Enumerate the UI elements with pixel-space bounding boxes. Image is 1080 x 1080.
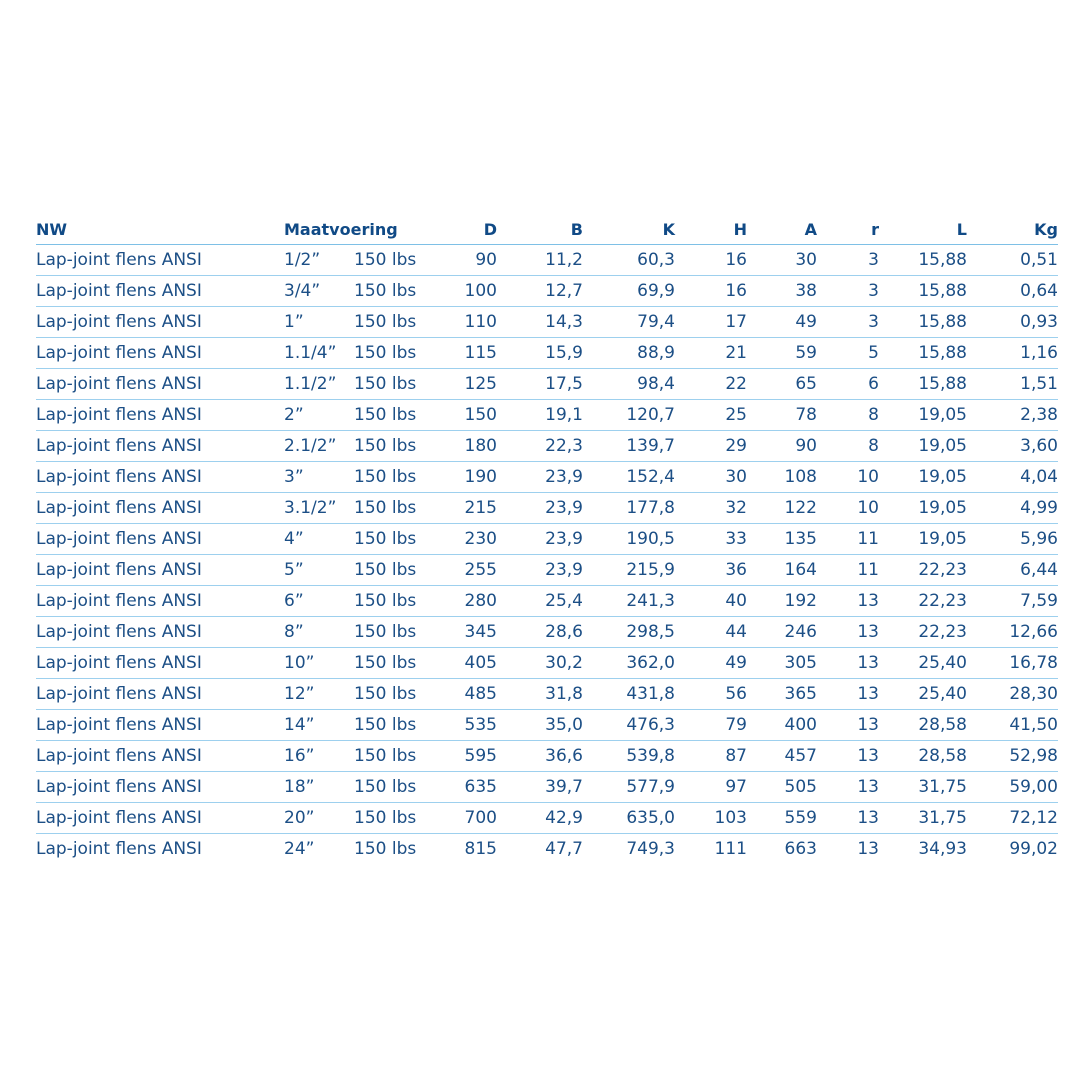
cell-kg: 3,60 xyxy=(967,431,1058,462)
cell-name: Lap-joint flens ANSI xyxy=(36,617,284,648)
table-row xyxy=(36,431,1058,462)
cell-kg: 1,16 xyxy=(967,338,1058,369)
flange-spec-table xyxy=(36,214,1058,864)
cell-k: 431,8 xyxy=(583,679,675,710)
cell-size: 5” xyxy=(284,555,354,586)
cell-a: 30 xyxy=(747,245,817,276)
cell-b: 25,4 xyxy=(497,586,583,617)
cell-kg: 99,02 xyxy=(1009,838,1058,859)
cell-size: 16” xyxy=(284,741,354,772)
cell-k: 152,4 xyxy=(583,462,675,493)
cell-name: Lap-joint flens ANSI xyxy=(36,307,284,338)
cell-b: 15,9 xyxy=(497,338,583,369)
cell-l: 15,88 xyxy=(879,245,967,276)
cell-size: 1.1/2” xyxy=(284,369,354,400)
cell-pressure-class: 150 lbs xyxy=(354,838,417,859)
cell-b: 12,7 xyxy=(497,276,583,307)
cell-size: 3.1/2” xyxy=(284,493,354,524)
cell-a: 78 xyxy=(747,400,817,431)
cell-size: 20” xyxy=(284,803,354,834)
cell-a: 400 xyxy=(747,710,817,741)
cell-size: 3/4” xyxy=(284,276,354,307)
cell-size: 1” xyxy=(284,307,354,338)
table-row xyxy=(36,710,1058,741)
cell-a: 192 xyxy=(747,586,817,617)
cell-h: 49 xyxy=(675,648,747,679)
cell-l: 22,23 xyxy=(879,586,967,617)
cell-d: 115 xyxy=(418,338,497,369)
table-row xyxy=(36,834,1058,865)
cell-pressure-class: 150 lbs xyxy=(354,276,418,307)
cell-d: 635 xyxy=(418,772,497,803)
cell-kg: 72,12 xyxy=(967,803,1058,834)
cell-k: 635,0 xyxy=(583,803,675,834)
table-row xyxy=(36,803,1058,834)
header-kg: Kg xyxy=(967,214,1058,245)
cell-d: 215 xyxy=(418,493,497,524)
cell-k: 577,9 xyxy=(583,772,675,803)
cell-pressure-class: 150 lbs xyxy=(354,741,418,772)
cell-r: 3 xyxy=(817,276,879,307)
cell-h: 33 xyxy=(675,524,747,555)
cell-r: 13 xyxy=(817,679,879,710)
cell-l: 28,58 xyxy=(879,741,967,772)
cell-pressure-class: 150 lbs xyxy=(354,679,418,710)
cell-size: 12” xyxy=(284,679,354,710)
cell-b: 47,7 xyxy=(545,838,583,859)
cell-kg: 52,98 xyxy=(967,741,1058,772)
cell-b: 23,9 xyxy=(497,555,583,586)
cell-kg: 0,93 xyxy=(967,307,1058,338)
cell-pressure-class: 150 lbs xyxy=(354,586,418,617)
table-row xyxy=(36,772,1058,803)
cell-pressure-class: 150 lbs xyxy=(354,307,418,338)
cell-kg: 41,50 xyxy=(967,710,1058,741)
cell-r: 13 xyxy=(817,617,879,648)
cell-a: 90 xyxy=(747,431,817,462)
cell-name: Lap-joint flens ANSI xyxy=(36,276,284,307)
cell-r: 10 xyxy=(817,462,879,493)
cell-name: Lap-joint flens ANSI xyxy=(36,555,284,586)
cell-r: 13 xyxy=(817,741,879,772)
cell-a: 122 xyxy=(747,493,817,524)
cell-a: 457 xyxy=(747,741,817,772)
cell-a: 49 xyxy=(747,307,817,338)
cell-k: 60,3 xyxy=(583,245,675,276)
cell-d: 535 xyxy=(418,710,497,741)
cell-h: 79 xyxy=(675,710,747,741)
table-row xyxy=(36,245,1058,276)
cell-h: 22 xyxy=(675,369,747,400)
cell-pressure-class: 150 lbs xyxy=(354,772,418,803)
cell-name: Lap-joint flens ANSI xyxy=(36,400,284,431)
cell-b: 23,9 xyxy=(497,493,583,524)
cell-k: 476,3 xyxy=(583,710,675,741)
cell-b: 23,9 xyxy=(497,462,583,493)
cell-a: 164 xyxy=(747,555,817,586)
cell-d: 255 xyxy=(418,555,497,586)
cell-name: Lap-joint flens ANSI xyxy=(36,338,284,369)
cell-b: 22,3 xyxy=(497,431,583,462)
cell-size: 1/2” xyxy=(284,245,354,276)
cell-name: Lap-joint flens ANSI xyxy=(36,245,284,276)
cell-k: 215,9 xyxy=(583,555,675,586)
cell-pressure-class: 150 lbs xyxy=(354,555,418,586)
cell-k: 69,9 xyxy=(583,276,675,307)
cell-r: 13 xyxy=(817,772,879,803)
cell-k: 749,3 xyxy=(626,838,675,859)
cell-pressure-class: 150 lbs xyxy=(354,617,418,648)
cell-b: 11,2 xyxy=(497,245,583,276)
cell-l: 31,75 xyxy=(879,772,967,803)
cell-b: 17,5 xyxy=(497,369,583,400)
cell-d: 815 xyxy=(464,838,497,859)
cell-h: 29 xyxy=(675,431,747,462)
cell-d: 100 xyxy=(418,276,497,307)
cell-r: 13 xyxy=(817,648,879,679)
cell-h: 16 xyxy=(675,276,747,307)
cell-l: 15,88 xyxy=(879,338,967,369)
cell-name: Lap-joint flens ANSI xyxy=(36,679,284,710)
cell-name: Lap-joint flens ANSI xyxy=(36,648,284,679)
cell-size: 8” xyxy=(284,617,354,648)
cell-r: 13 xyxy=(857,838,879,859)
cell-l: 22,23 xyxy=(879,555,967,586)
cell-h: 32 xyxy=(675,493,747,524)
table-row xyxy=(36,617,1058,648)
cell-r: 5 xyxy=(817,338,879,369)
cell-h: 103 xyxy=(675,803,747,834)
cell-l: 19,05 xyxy=(879,524,967,555)
cell-name: Lap-joint flens ANSI xyxy=(36,431,284,462)
cell-b: 39,7 xyxy=(497,772,583,803)
cell-name: Lap-joint flens ANSI xyxy=(36,462,284,493)
cell-k: 88,9 xyxy=(583,338,675,369)
cell-k: 241,3 xyxy=(583,586,675,617)
cell-h: 17 xyxy=(675,307,747,338)
header-r: r xyxy=(817,214,879,245)
cell-b: 31,8 xyxy=(497,679,583,710)
cell-size: 18” xyxy=(284,772,354,803)
cell-l: 25,40 xyxy=(879,648,967,679)
cell-l: 19,05 xyxy=(879,431,967,462)
cell-kg: 2,38 xyxy=(967,400,1058,431)
cell-pressure-class: 150 lbs xyxy=(354,369,418,400)
cell-h: 97 xyxy=(675,772,747,803)
cell-l: 34,93 xyxy=(918,838,967,859)
cell-pressure-class: 150 lbs xyxy=(354,462,418,493)
cell-pressure-class: 150 lbs xyxy=(354,338,418,369)
cell-pressure-class: 150 lbs xyxy=(354,493,418,524)
cell-r: 13 xyxy=(817,710,879,741)
table-row xyxy=(36,276,1058,307)
cell-l: 22,23 xyxy=(879,617,967,648)
cell-h: 87 xyxy=(675,741,747,772)
cell-name: Lap-joint flens ANSI xyxy=(36,369,284,400)
table-row xyxy=(36,338,1058,369)
cell-kg: 6,44 xyxy=(967,555,1058,586)
cell-pressure-class: 150 lbs xyxy=(354,400,418,431)
table-body xyxy=(36,245,1058,865)
cell-d: 125 xyxy=(418,369,497,400)
cell-a: 135 xyxy=(747,524,817,555)
cell-l: 19,05 xyxy=(879,493,967,524)
cell-r: 3 xyxy=(817,245,879,276)
cell-b: 23,9 xyxy=(497,524,583,555)
table-row xyxy=(36,462,1058,493)
cell-r: 6 xyxy=(817,369,879,400)
table-row xyxy=(36,493,1058,524)
cell-kg: 0,51 xyxy=(967,245,1058,276)
header-d: D xyxy=(418,214,497,245)
cell-a: 65 xyxy=(747,369,817,400)
cell-a: 59 xyxy=(747,338,817,369)
cell-size: 2.1/2” xyxy=(284,431,354,462)
table-row xyxy=(36,741,1058,772)
cell-name: Lap-joint flens ANSI xyxy=(36,710,284,741)
cell-b: 35,0 xyxy=(497,710,583,741)
cell-kg: 4,99 xyxy=(967,493,1058,524)
header-nw: NW xyxy=(36,214,284,245)
cell-size: 10” xyxy=(284,648,354,679)
cell-b: 28,6 xyxy=(497,617,583,648)
cell-k: 177,8 xyxy=(583,493,675,524)
cell-name: Lap-joint flens ANSI xyxy=(36,803,284,834)
cell-h: 16 xyxy=(675,245,747,276)
cell-size: 24” xyxy=(284,838,315,859)
cell-a: 108 xyxy=(747,462,817,493)
cell-d: 345 xyxy=(418,617,497,648)
cell-b: 30,2 xyxy=(497,648,583,679)
cell-pressure-class: 150 lbs xyxy=(354,431,418,462)
cell-kg: 16,78 xyxy=(967,648,1058,679)
cell-pressure-class: 150 lbs xyxy=(354,803,418,834)
header-a: A xyxy=(747,214,817,245)
cell-r: 8 xyxy=(817,431,879,462)
table-row xyxy=(36,555,1058,586)
cell-k: 362,0 xyxy=(583,648,675,679)
header-row xyxy=(36,214,1058,245)
cell-d: 595 xyxy=(418,741,497,772)
table-header xyxy=(36,214,1058,245)
cell-kg: 7,59 xyxy=(967,586,1058,617)
cell-pressure-class: 150 lbs xyxy=(354,648,418,679)
cell-r: 3 xyxy=(817,307,879,338)
cell-a: 305 xyxy=(747,648,817,679)
cell-size: 6” xyxy=(284,586,354,617)
cell-a: 246 xyxy=(747,617,817,648)
cell-h: 25 xyxy=(675,400,747,431)
header-l: L xyxy=(879,214,967,245)
cell-k: 79,4 xyxy=(583,307,675,338)
cell-r: 13 xyxy=(817,803,879,834)
cell-name: Lap-joint flens ANSI xyxy=(36,493,284,524)
cell-d: 110 xyxy=(418,307,497,338)
cell-l: 25,40 xyxy=(879,679,967,710)
cell-d: 150 xyxy=(418,400,497,431)
cell-kg: 4,04 xyxy=(967,462,1058,493)
cell-h: 111 xyxy=(714,838,747,859)
cell-d: 405 xyxy=(418,648,497,679)
cell-k: 120,7 xyxy=(583,400,675,431)
header-k: K xyxy=(583,214,675,245)
cell-kg: 59,00 xyxy=(967,772,1058,803)
cell-r: 8 xyxy=(817,400,879,431)
cell-l: 28,58 xyxy=(879,710,967,741)
cell-l: 19,05 xyxy=(879,462,967,493)
cell-pressure-class: 150 lbs xyxy=(354,245,418,276)
table-row xyxy=(36,524,1058,555)
table-row xyxy=(36,586,1058,617)
cell-l: 15,88 xyxy=(879,307,967,338)
cell-h: 44 xyxy=(675,617,747,648)
cell-name: Lap-joint flens ANSI xyxy=(36,524,284,555)
cell-d: 90 xyxy=(418,245,497,276)
cell-d: 190 xyxy=(418,462,497,493)
cell-d: 280 xyxy=(418,586,497,617)
cell-r: 10 xyxy=(817,493,879,524)
cell-b: 42,9 xyxy=(497,803,583,834)
header-b: B xyxy=(497,214,583,245)
table-row xyxy=(36,307,1058,338)
cell-h: 21 xyxy=(675,338,747,369)
cell-pressure-class: 150 lbs xyxy=(354,710,418,741)
cell-k: 298,5 xyxy=(583,617,675,648)
cell-h: 40 xyxy=(675,586,747,617)
cell-d: 700 xyxy=(418,803,497,834)
cell-kg: 5,96 xyxy=(967,524,1058,555)
cell-l: 15,88 xyxy=(879,276,967,307)
cell-a: 365 xyxy=(747,679,817,710)
cell-kg: 1,51 xyxy=(967,369,1058,400)
header-maatvoering: Maatvoering xyxy=(284,214,418,245)
cell-b: 36,6 xyxy=(497,741,583,772)
table-row xyxy=(36,648,1058,679)
cell-b: 19,1 xyxy=(497,400,583,431)
cell-r: 11 xyxy=(817,524,879,555)
cell-kg: 0,64 xyxy=(967,276,1058,307)
cell-name: Lap-joint flens ANSI xyxy=(36,772,284,803)
cell-a: 505 xyxy=(747,772,817,803)
cell-a: 663 xyxy=(784,838,817,859)
cell-d: 230 xyxy=(418,524,497,555)
cell-pressure-class: 150 lbs xyxy=(354,524,418,555)
cell-a: 38 xyxy=(747,276,817,307)
table-row xyxy=(36,400,1058,431)
cell-b: 14,3 xyxy=(497,307,583,338)
cell-h: 36 xyxy=(675,555,747,586)
cell-kg: 12,66 xyxy=(967,617,1058,648)
table-row xyxy=(36,369,1058,400)
cell-l: 19,05 xyxy=(879,400,967,431)
cell-name: Lap-joint flens ANSI xyxy=(36,741,284,772)
cell-r: 11 xyxy=(817,555,879,586)
cell-size: 4” xyxy=(284,524,354,555)
cell-size: 1.1/4” xyxy=(284,338,354,369)
cell-k: 539,8 xyxy=(583,741,675,772)
header-h: H xyxy=(675,214,747,245)
cell-size: 14” xyxy=(284,710,354,741)
cell-kg: 28,30 xyxy=(967,679,1058,710)
cell-k: 139,7 xyxy=(583,431,675,462)
cell-a: 559 xyxy=(747,803,817,834)
cell-k: 190,5 xyxy=(583,524,675,555)
cell-size: 3” xyxy=(284,462,354,493)
table-row xyxy=(36,679,1058,710)
cell-size: 2” xyxy=(284,400,354,431)
cell-h: 56 xyxy=(675,679,747,710)
cell-name: Lap-joint flens ANSI xyxy=(36,838,202,859)
cell-k: 98,4 xyxy=(583,369,675,400)
cell-name: Lap-joint flens ANSI xyxy=(36,586,284,617)
cell-d: 485 xyxy=(418,679,497,710)
cell-l: 31,75 xyxy=(879,803,967,834)
cell-h: 30 xyxy=(675,462,747,493)
cell-l: 15,88 xyxy=(879,369,967,400)
cell-d: 180 xyxy=(418,431,497,462)
cell-r: 13 xyxy=(817,586,879,617)
